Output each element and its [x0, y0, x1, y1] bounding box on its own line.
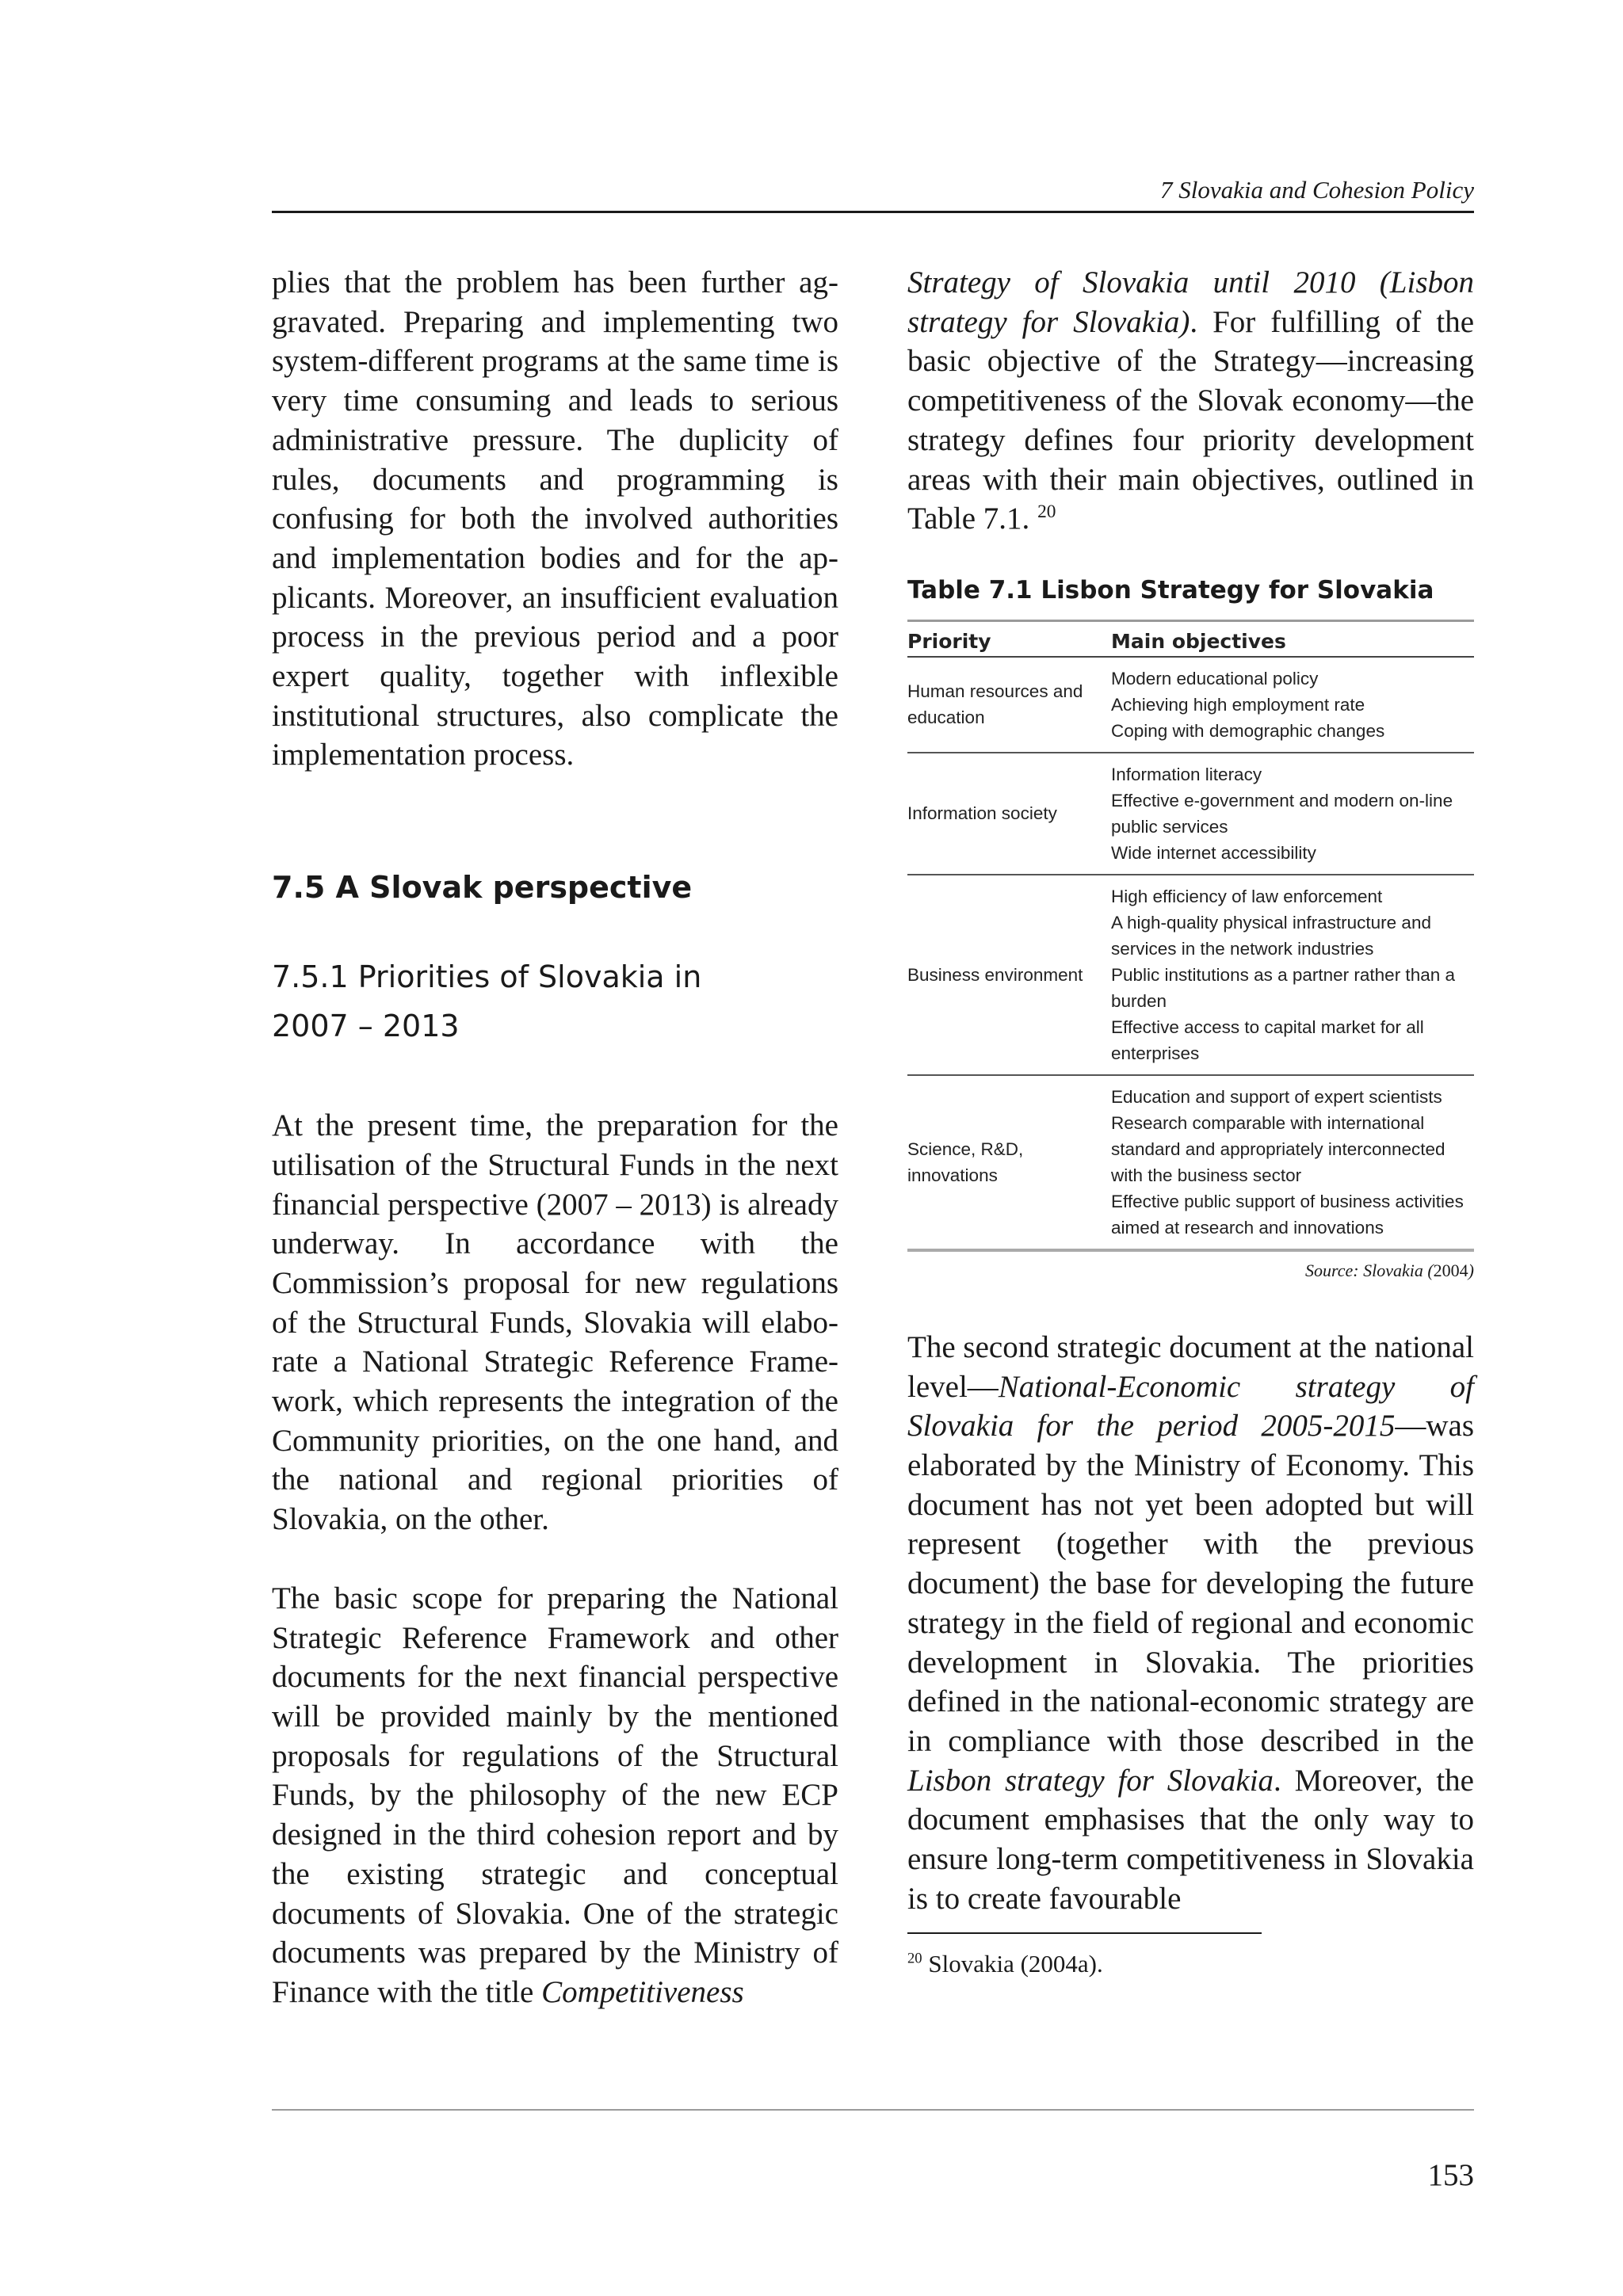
priority-text: Human resources and education [907, 681, 1083, 728]
table-row [907, 657, 1474, 753]
running-head: 7 Slovakia and Cohesion Policy [1159, 176, 1474, 204]
right-paragraph-2-part-c: . Moreover, the document emphasises that the only way to ensure long-term competitiveness in Slovakia is to create favourable [907, 1763, 1474, 1916]
objective-item: Education and support of expert scientists [1111, 1086, 1442, 1107]
left-paragraph-3-text: The basic scope for preparing the National Strategic Reference Framework and other documents for the next financial perspective will be provided mainly by the mentioned proposals for regulations of the Structural Funds, by the philosophy of the new ECP designed in the third cohesion report and by the existing strategic and conceptual documents of Slovakia. One of the strategic documents was prepared by the Ministry of Finance with the title [272, 1581, 838, 2009]
source-year: 2004 [1433, 1260, 1468, 1280]
left-column [272, 263, 838, 2012]
right-column [907, 263, 1474, 1980]
left-paragraph-3 [272, 1579, 838, 2012]
right-paragraph-2-part-b: —was elaborated by the Ministry of Economy. This document has not yet been adopted but will represent (together with the previous document) the base for developing the future strategy in the field of regional and economic development in Slovakia. The priorities defined in the national-economic strategy are in compliance with those described in the [907, 1409, 1474, 1758]
footnote-number: 20 [907, 1951, 922, 1968]
left-paragraph-2: At the present time, the preparation for the utilisation of the Structural Funds in the next financial perspective (2007 – 2013) is already underway. In accordance with the Commission’s proposal for new regulations of the Structural Funds, Slovakia will elaborate a National Strategic Reference Framework, which represents the integration of the Community priorities, on the one hand, and the national and regional priorities of Slovakia, on the other. [272, 1108, 838, 1537]
objective-item: Research comparable with international standard and appropriately interconnected with the business sector [1111, 1112, 1445, 1185]
lisbon-strategy-table [907, 622, 1474, 1252]
table-source [907, 1258, 1474, 1283]
objective-item: Effective public support of business activities aimed at research and innovations [1111, 1191, 1464, 1238]
header-priority: Priority [907, 622, 1111, 657]
subsection-title [272, 952, 838, 1051]
priority-cell [907, 657, 1111, 753]
objective-item: Public institutions as a partner rather than a burden [1111, 964, 1455, 1011]
page-number: 153 [1427, 2158, 1474, 2192]
table-row [907, 753, 1474, 875]
right-paragraph-2-part-a: The second strategic document at the national level— [907, 1329, 1474, 1404]
right-paragraph-1 [907, 263, 1474, 539]
right-paragraph-2-italic-2: Lisbon strategy for Slovakia [907, 1763, 1274, 1798]
table-row [907, 875, 1474, 1075]
right-paragraph-2 [907, 1328, 1474, 1919]
objective-item: Achieving high employment rate [1111, 694, 1365, 715]
source-close: ) [1468, 1260, 1474, 1280]
objective-item: Modern educational policy [1111, 668, 1319, 688]
footnote [907, 1948, 1474, 1980]
objective-item: Coping with demographic changes [1111, 720, 1385, 741]
footer-rule [272, 2109, 1474, 2111]
footnote-ref: 20 [1037, 502, 1056, 523]
table-row [907, 1075, 1474, 1250]
source-label: Source: Slovakia ( [1304, 1260, 1434, 1280]
objective-item: A high-quality physical infrastructure and services in the network industries [1111, 912, 1431, 959]
priority-cell [907, 1075, 1111, 1250]
objective-item: Information literacy [1111, 764, 1262, 784]
objective-item: Wide internet accessibility [1111, 842, 1316, 863]
priority-cell [907, 875, 1111, 1075]
table-header-row [907, 622, 1474, 657]
objective-item: Effective access to capital market for all enterprises [1111, 1016, 1424, 1063]
objectives-cell [1111, 875, 1474, 1075]
left-paragraph-3-italic: Competitiveness [541, 1974, 744, 2009]
priority-cell [907, 753, 1111, 875]
right-paragraph-1-italic: Strategy of Slovakia until 2010 (Lisbon strategy for Slovakia) [907, 265, 1474, 339]
objective-item: Effective e-government and modern on-line public services [1111, 790, 1453, 837]
priority-text: Science, R&D, innovations [907, 1138, 1024, 1185]
objectives-cell [1111, 1075, 1474, 1250]
header-main-objectives: Main objectives [1111, 622, 1474, 657]
subsection-title-line-2: 2007 – 2013 [272, 1009, 460, 1044]
left-paragraph-1: plies that the problem has been further aggravated. Preparing and implementing two system-different programs at the same time is very time consuming and leads to serious administrative pressure. The duplicity of rules, documents and programming is confusing for both the involved authorities and implementation bodies and for the applicants. Moreover, an insufficient evaluation process in the previous period and a poor expert quality, together with inflexible institutional structures, also complicate the implementation process. [272, 265, 838, 772]
footnote-rule [907, 1932, 1262, 1934]
section-title: 7.5 A Slovak perspective [272, 870, 693, 906]
right-paragraph-2-italic-1: National-Economic strategy of Slovakia for the period 2005-2015 [907, 1369, 1474, 1444]
footnote-text: Slovakia (2004a). [922, 1950, 1103, 1978]
objectives-cell [1111, 657, 1474, 753]
objective-item: High efficiency of law enforcement [1111, 886, 1383, 906]
subsection-title-line-1: 7.5.1 Priorities of Slovakia in [272, 959, 702, 995]
objectives-cell [1111, 753, 1474, 875]
table-title: Table 7.1 Lisbon Strategy for Slovakia [907, 575, 1434, 605]
priority-text: Business environment [907, 964, 1083, 985]
lisbon-table-wrapper [907, 620, 1474, 1252]
header-rule [272, 211, 1474, 213]
right-paragraph-1-text: . For fulfilling of the basic objective of the Strategy—increasing competitiveness of the Slovak economy—the strategy defines four priority development areas with their main objectives, outlined in Table 7.1. [907, 304, 1474, 536]
priority-text: Information society [907, 803, 1057, 824]
